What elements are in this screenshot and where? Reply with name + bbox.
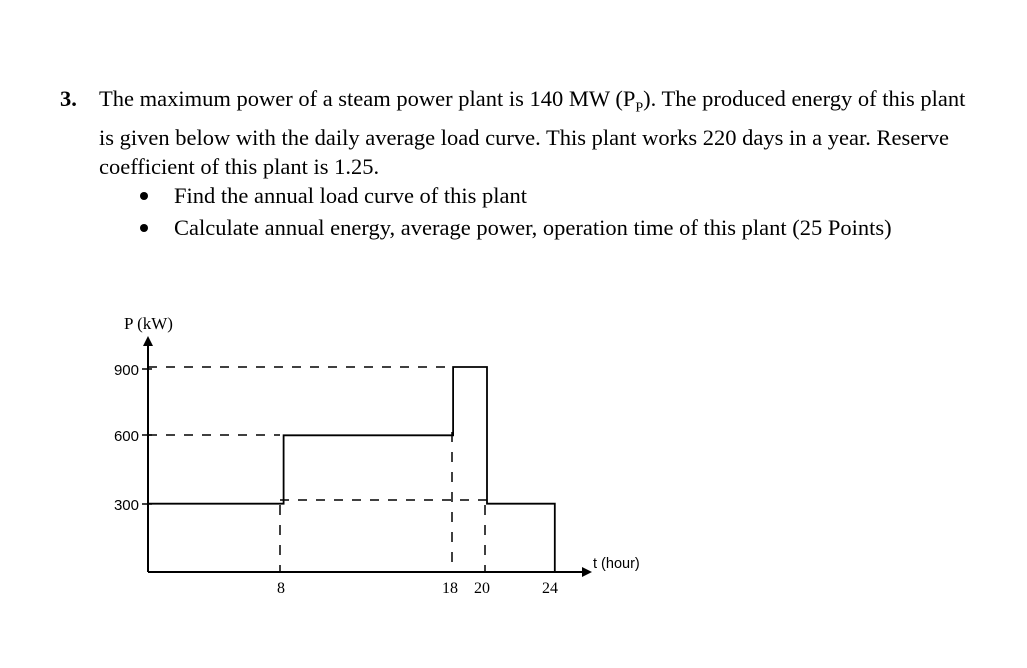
problem-text-part-2: ). The produced energy of this plant is given below with the daily average load curve. This plant works 220 days in a year. Reserve coefficient of this plant is 1.25.: [99, 86, 966, 179]
y-tick-label-600: 600: [113, 428, 139, 445]
load-curve-line: [148, 367, 555, 572]
x-axis-label: t (hour): [593, 556, 640, 572]
task-text: Calculate annual energy, average power, operation time of this plant (25 Points): [174, 214, 892, 240]
y-axis-label: P (kW): [124, 314, 173, 333]
task-text: Find the annual load curve of this plant: [174, 182, 528, 208]
problem-text-part-1: The maximum power of a steam power plant is 140 MW (P: [99, 86, 636, 111]
x-tick-label-24: 24: [542, 580, 558, 597]
y-tick-label-900: 900: [113, 362, 139, 379]
x-tick-label-18: 18: [442, 580, 458, 597]
problem-number: 3.: [60, 86, 77, 111]
x-tick-label-20: 20: [474, 580, 490, 597]
power-subscript: P: [635, 100, 644, 116]
x-tick-label-8: 8: [277, 580, 285, 597]
y-tick-label-300: 300: [113, 497, 139, 514]
